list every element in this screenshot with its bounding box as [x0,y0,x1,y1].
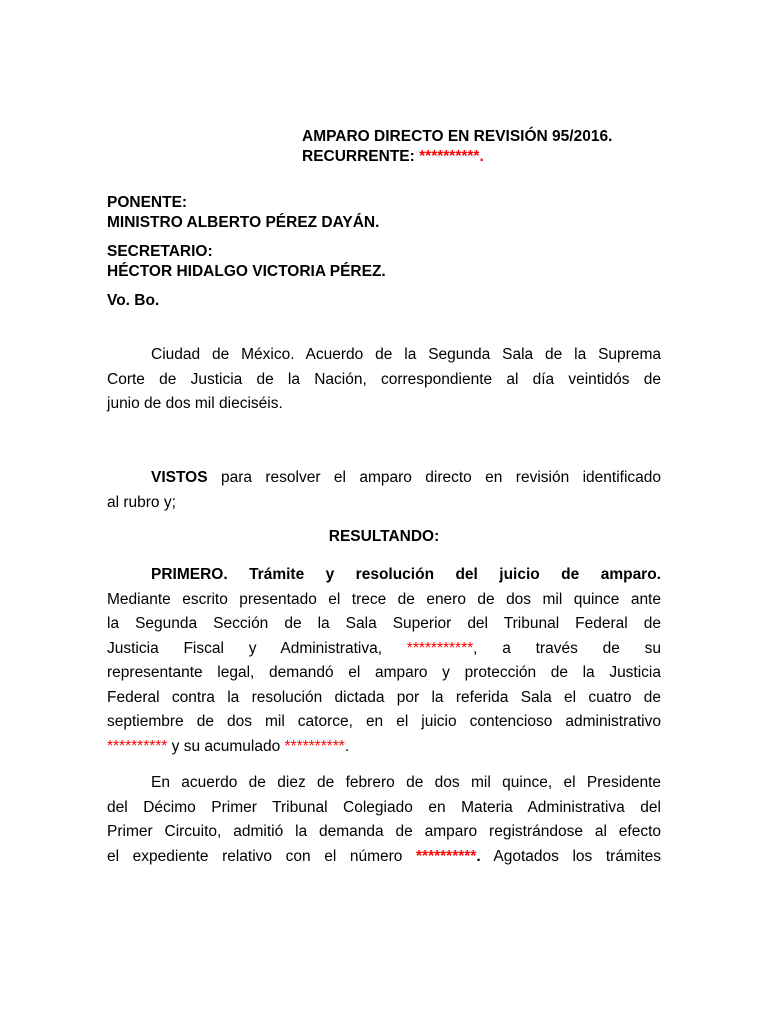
resultando-title: RESULTANDO: [328,528,440,545]
recurrente-dot: . [479,148,484,165]
ponente-block [107,193,379,233]
primero-line-8 [107,735,661,760]
acuerdo-line-2: Corte de Justicia de la Nación, correspondiente al día veintidós de [107,370,661,388]
primero-line-7: septiembre de dos mil catorce, en el juicio contencioso administrativo [107,713,661,730]
vistos-line-1-rest: para resolver el amparo directo en revisión identificado [207,469,661,486]
ponente-name: MINISTRO ALBERTO PÉREZ DAYÁN. [107,214,380,231]
vistos-paragraph [107,466,661,515]
primero-heading: PRIMERO. Trámite y resolución del juicio de amparo. [151,566,661,583]
primero-redacted-3: ********** [284,737,345,755]
primero-line-4 [107,637,661,662]
primero-line-6: Federal contra la resolución dictada por la referida Sala el cuatro de [107,688,661,706]
primero-redacted-2: ********** [107,737,168,755]
primero-line-3: la Segunda Sección de la Sala Superior del Tribunal Federal de [107,615,661,632]
vistos-bold: VISTOS [151,469,208,486]
admision-paragraph [107,771,661,869]
case-header [302,127,612,167]
primero-line-5: representante legal, demandó el amparo y protección de la Justicia [107,664,661,681]
admision-line-2: del Décimo Primer Tribunal Colegiado en Materia Administrativa del [107,798,661,816]
secretario-name: HÉCTOR HIDALGO VICTORIA PÉREZ. [107,263,386,280]
secretario-label: SECRETARIO: [107,243,213,260]
primero-line-2: Mediante escrito presentado el trece de enero de dos mil quince ante [107,590,661,608]
admision-line-1: En acuerdo de diez de febrero de dos mil quince, el Presidente [151,774,661,791]
vobo: Vo. Bo. [107,292,160,309]
recurrente-redacted: ********** [419,148,480,165]
acuerdo-line-1: Ciudad de México. Acuerdo de la Segunda Sala de la Suprema [151,346,661,363]
primero-line-8-a: y su acumulado [167,737,285,755]
case-title: AMPARO DIRECTO EN REVISIÓN 95/2016. [302,128,613,145]
recurrente-label: RECURRENTE: [302,148,415,165]
vistos-line-1 [107,466,661,491]
primero-paragraph [107,563,661,759]
vistos-line-2: al rubro y; [107,493,176,511]
admision-line-4 [107,845,661,870]
acuerdo-line-3: junio de dos mil dieciséis. [107,395,283,412]
primero-line-4-a: Justicia Fiscal y Administrativa, [107,639,383,657]
admision-line-3: Primer Circuito, admitió la demanda de amparo registrándose al efecto [107,823,661,840]
admision-line-4-a: el expediente relativo con el número [107,847,417,865]
admision-redacted: ********** [416,847,477,865]
admision-line-4-b: Agotados los trámites [480,847,661,865]
primero-redacted-1: *********** [406,639,474,657]
secretario-block [107,242,386,282]
acuerdo-paragraph [107,343,661,417]
ponente-label: PONENTE: [107,194,188,211]
primero-line-4-b: , a través de su [473,639,661,657]
primero-line-8-b: . [344,737,350,755]
admision-bold-dot: . [476,847,481,865]
recurrente-line [302,147,612,167]
